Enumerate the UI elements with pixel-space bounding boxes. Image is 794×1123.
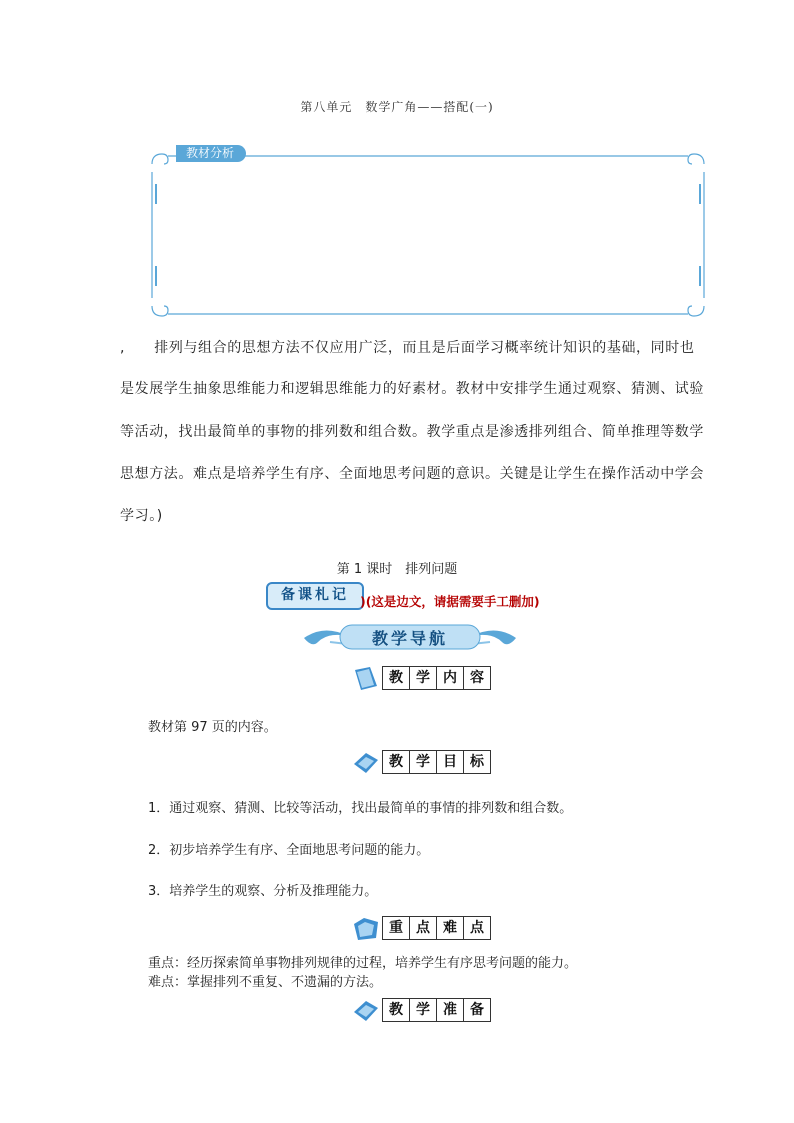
section-char: 教 xyxy=(383,667,410,689)
section-char: 点 xyxy=(470,920,484,936)
section-char: 学 xyxy=(410,999,437,1021)
section-char: 学 xyxy=(410,667,437,689)
goal-item: 2．初步培养学生有序、全面地思考问题的能力。 xyxy=(148,843,430,858)
analysis-line: 是发展学生抽象思维能力和逻辑思维能力的好素材。教材中安排学生通过观察、猜测、试验 xyxy=(120,381,704,397)
goal-item: 1．通过观察、猜测、比较等活动，找出最简单的事情的排列数和组合数。 xyxy=(148,801,573,816)
lesson-title: 第 1 课时 排列问题 xyxy=(336,562,458,577)
nav-banner-title: 教学导航 xyxy=(371,629,448,648)
book-icon xyxy=(352,666,380,692)
analysis-line: 学习。) xyxy=(120,508,163,524)
section-char: 教 xyxy=(383,999,410,1021)
memo-badge-label: 备课札记 xyxy=(281,587,349,603)
section-prep-title xyxy=(382,998,491,1022)
analysis-frame xyxy=(148,150,708,320)
key-line: 难点：掌握排列不重复、不遗漏的方法。 xyxy=(148,975,383,990)
section-char: 目 xyxy=(437,751,464,773)
section-char: 难 xyxy=(437,917,464,939)
analysis-line: 思想方法。难点是培养学生有序、全面地思考问题的意识。关键是让学生在操作活动中学会 xyxy=(120,466,704,482)
folder-icon xyxy=(352,916,380,942)
content-text: 教材第 97 页的内容。 xyxy=(148,720,277,735)
analysis-tag: 教材分析 xyxy=(176,145,246,162)
section-char: 教 xyxy=(383,751,410,773)
section-content-title xyxy=(382,666,491,690)
key-line: 重点：经历探索简单事物排列规律的过程，培养学生有序思考问题的能力。 xyxy=(148,956,578,971)
section-key-title xyxy=(382,916,491,940)
goal-item: 3．培养学生的观察、分析及推理能力。 xyxy=(148,884,378,899)
section-char: 重 xyxy=(383,917,410,939)
section-char: 备 xyxy=(470,1002,484,1018)
analysis-line: , 排列与组合的思想方法不仅应用广泛，而且是后面学习概率统计知识的基础，同时也 xyxy=(120,340,695,356)
memo-badge xyxy=(266,582,364,610)
section-char: 点 xyxy=(410,917,437,939)
section-char: 准 xyxy=(437,999,464,1021)
analysis-line: 等活动，找出最简单的事物的排列数和组合数。教学重点是渗透排列组合、简单推理等数学 xyxy=(120,424,704,440)
section-char: 学 xyxy=(410,751,437,773)
page-header: 第八单元 数学广角——搭配(一) xyxy=(300,100,494,114)
notebook-icon xyxy=(352,998,380,1024)
section-char: 标 xyxy=(470,754,484,770)
memo-note: )(这是边文，请据需要手工删加) xyxy=(360,594,540,609)
section-char: 内 xyxy=(437,667,464,689)
section-goals-title xyxy=(382,750,491,774)
notebook-icon xyxy=(352,750,380,776)
section-char: 容 xyxy=(470,670,484,686)
